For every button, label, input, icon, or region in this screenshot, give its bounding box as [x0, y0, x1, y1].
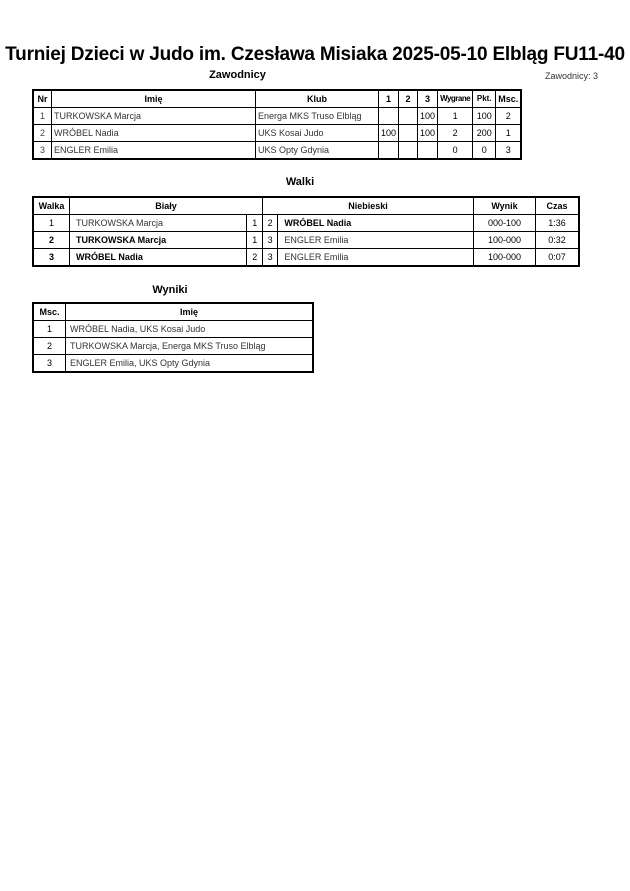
page-title: Turniej Dzieci w Judo im. Czesława Misiaka 2025-05-10 Elbląg FU11-40 [5, 44, 625, 65]
name-cell: TURKOWSKA Marcja [52, 108, 256, 125]
white-name-cell: WRÓBEL Nadia [70, 249, 247, 267]
table-row [33, 321, 313, 338]
points-cell: 200 [473, 125, 496, 142]
nr-cell: 2 [33, 125, 52, 142]
place-cell: 3 [496, 142, 522, 160]
header-1: 1 [379, 90, 399, 108]
header-wynik: Wynik [474, 197, 536, 215]
time-cell: 0:32 [536, 232, 580, 249]
blue-nr-cell: 2 [263, 215, 278, 232]
header-pkt: Pkt. [473, 90, 496, 108]
zawodnicy-table [32, 89, 522, 160]
zawodnicy-count: Zawodnicy: 3 [545, 71, 599, 81]
points-cell: 0 [473, 142, 496, 160]
blue-name-cell: ENGLER Emilia [278, 232, 474, 249]
score-2-cell [399, 125, 418, 142]
score-1-cell [379, 142, 399, 160]
wyniki-table [32, 302, 314, 373]
white-name-cell: TURKOWSKA Marcja [70, 232, 247, 249]
blue-nr-cell: 3 [263, 249, 278, 267]
table-row [33, 355, 313, 373]
header-walka: Walka [33, 197, 70, 215]
header-nr: Nr [33, 90, 52, 108]
table-row [33, 232, 579, 249]
wins-cell: 1 [438, 108, 473, 125]
zawodnicy-header-row [33, 90, 521, 108]
wins-cell: 2 [438, 125, 473, 142]
nr-cell: 1 [33, 108, 52, 125]
white-nr-cell: 2 [247, 249, 263, 267]
result-cell: 000-100 [474, 215, 536, 232]
score-1-cell [379, 108, 399, 125]
name-cell: WRÓBEL Nadia [52, 125, 256, 142]
header-imie: Imię [66, 303, 314, 321]
name-cell: ENGLER Emilia [52, 142, 256, 160]
white-nr-cell: 1 [247, 215, 263, 232]
place-cell: 1 [33, 321, 66, 338]
nr-cell: 3 [33, 142, 52, 160]
header-imie: Imię [52, 90, 256, 108]
wyniki-title: Wyniki [152, 284, 188, 296]
table-row [33, 125, 521, 142]
walka-cell: 1 [33, 215, 70, 232]
name-cell: TURKOWSKA Marcja, Energa MKS Truso Elbląg [66, 338, 314, 355]
club-cell: UKS Opty Gdynia [256, 142, 379, 160]
header-klub: Klub [256, 90, 379, 108]
score-2-cell [399, 108, 418, 125]
table-row [33, 142, 521, 160]
header-msc: Msc. [33, 303, 66, 321]
header-niebieski: Niebieski [263, 197, 474, 215]
place-cell: 1 [496, 125, 522, 142]
table-row [33, 215, 579, 232]
header-msc: Msc. [496, 90, 522, 108]
white-nr-cell: 1 [247, 232, 263, 249]
table-row [33, 249, 579, 267]
blue-nr-cell: 3 [263, 232, 278, 249]
name-cell: ENGLER Emilia, UKS Opty Gdynia [66, 355, 314, 373]
result-cell: 100-000 [474, 249, 536, 267]
club-cell: Energa MKS Truso Elbląg [256, 108, 379, 125]
place-cell: 3 [33, 355, 66, 373]
blue-name-cell: ENGLER Emilia [278, 249, 474, 267]
result-cell: 100-000 [474, 232, 536, 249]
table-row [33, 338, 313, 355]
score-3-cell: 100 [418, 125, 438, 142]
walki-header-row [33, 197, 579, 215]
header-3: 3 [418, 90, 438, 108]
zawodnicy-title: Zawodnicy [209, 69, 266, 81]
header-bialy: Biały [70, 197, 263, 215]
place-cell: 2 [496, 108, 522, 125]
time-cell: 0:07 [536, 249, 580, 267]
wyniki-header-row [33, 303, 313, 321]
table-row [33, 108, 521, 125]
blue-name-cell: WRÓBEL Nadia [278, 215, 474, 232]
score-3-cell: 100 [418, 108, 438, 125]
header-wygrane: Wygrane [438, 90, 473, 108]
score-2-cell [399, 142, 418, 160]
white-name-cell: TURKOWSKA Marcja [70, 215, 247, 232]
club-cell: UKS Kosai Judo [256, 125, 379, 142]
score-3-cell [418, 142, 438, 160]
walka-cell: 2 [33, 232, 70, 249]
walki-table [32, 196, 580, 267]
walki-title: Walki [285, 176, 315, 188]
walka-cell: 3 [33, 249, 70, 267]
score-1-cell: 100 [379, 125, 399, 142]
points-cell: 100 [473, 108, 496, 125]
header-2: 2 [399, 90, 418, 108]
header-czas: Czas [536, 197, 580, 215]
name-cell: WRÓBEL Nadia, UKS Kosai Judo [66, 321, 314, 338]
wins-cell: 0 [438, 142, 473, 160]
time-cell: 1:36 [536, 215, 580, 232]
place-cell: 2 [33, 338, 66, 355]
